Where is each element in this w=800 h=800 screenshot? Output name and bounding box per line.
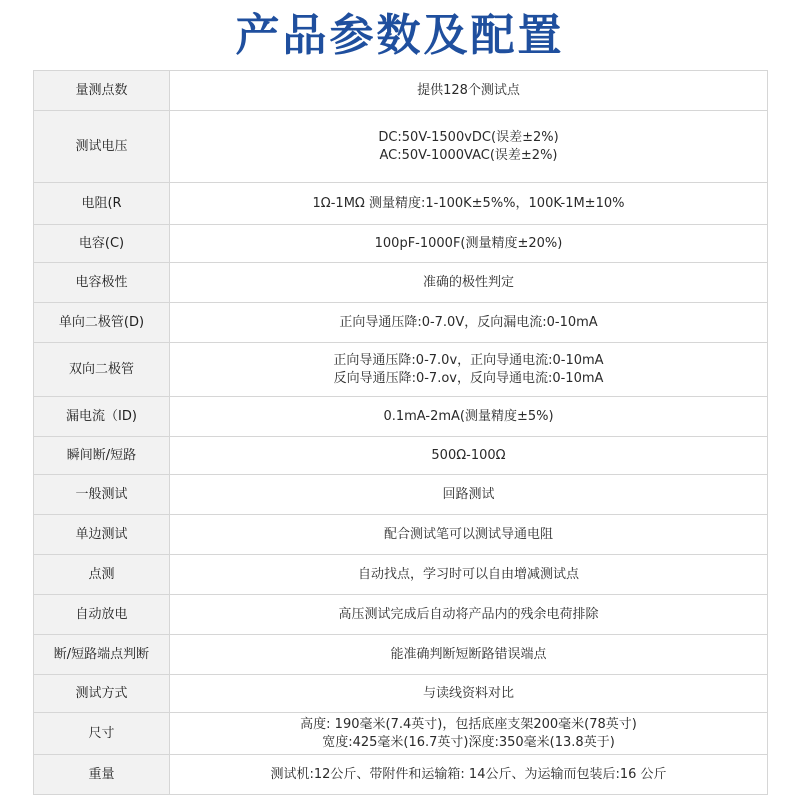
table-row: [34, 713, 768, 755]
row-value: [170, 755, 768, 795]
table-row: [34, 71, 768, 111]
row-value-line: 100pF-1000F(测量精度±20%): [374, 235, 563, 251]
row-value-line: 提供128个测试点: [417, 82, 520, 98]
page-title: 产品参数及配置: [235, 10, 565, 61]
row-value: [170, 437, 768, 475]
row-value-line: 正向导通压降:0-7.0v，正向导通电流:0-10mA: [333, 352, 604, 368]
row-label: 瞬间断/短路: [34, 437, 170, 475]
row-value-line: 配合测试笔可以测试导通电阻: [383, 526, 553, 542]
table-row: [34, 263, 768, 303]
table-row: [34, 183, 768, 225]
row-label: 漏电流（ID): [34, 397, 170, 437]
row-label: 测试电压: [34, 111, 170, 183]
row-value: [170, 595, 768, 635]
table-row: [34, 635, 768, 675]
row-value: [170, 675, 768, 713]
row-value: [170, 303, 768, 343]
table-row: [34, 515, 768, 555]
row-value-line: 正向导通压降:0-7.0V，反向漏电流:0-10mA: [339, 314, 598, 330]
row-label: 双向二极管: [34, 343, 170, 397]
row-value-line: AC:50V-1000VAC(误差±2%): [379, 147, 558, 163]
row-value: [170, 713, 768, 755]
table-row: [34, 437, 768, 475]
table-row: [34, 397, 768, 437]
row-value: [170, 515, 768, 555]
row-value-line: 测试机:12公斤、带附件和运输箱: 14公斤、为运输而包装后:16 公斤: [270, 766, 667, 782]
row-value-line: 自动找点，学习时可以自由增减测试点: [357, 566, 579, 582]
row-value: [170, 263, 768, 303]
row-label: 电容极性: [34, 263, 170, 303]
row-label: 量测点数: [34, 71, 170, 111]
row-label: 电阻(R: [34, 183, 170, 225]
row-label: 测试方式: [34, 675, 170, 713]
row-value-line: 高度: 190毫米(7.4英寸)，包括底座支架200毫米(78英寸): [300, 716, 637, 732]
row-value: [170, 475, 768, 515]
row-value: [170, 635, 768, 675]
row-value-line: 500Ω-100Ω: [431, 447, 506, 463]
row-label: 单边测试: [34, 515, 170, 555]
row-value-line: 准确的极性判定: [422, 274, 514, 290]
row-value: [170, 555, 768, 595]
row-label: 重量: [34, 755, 170, 795]
row-value-line: DC:50V-1500vDC(误差±2%): [378, 129, 559, 145]
row-label: 点测: [34, 555, 170, 595]
table-row: [34, 111, 768, 183]
row-label: 一般测试: [34, 475, 170, 515]
table-row: [34, 755, 768, 795]
row-value: [170, 225, 768, 263]
row-value: [170, 183, 768, 225]
row-value-line: 与读线资料对比: [422, 685, 514, 701]
row-value-line: 反向导通压降:0-7.ov，反向导通电流:0-10mA: [333, 370, 604, 386]
row-label: 自动放电: [34, 595, 170, 635]
row-label: 单向二极管(D): [34, 303, 170, 343]
table-row: [34, 555, 768, 595]
table-row: [34, 475, 768, 515]
row-value: [170, 111, 768, 183]
table-row: [34, 303, 768, 343]
row-label: 断/短路端点判断: [34, 635, 170, 675]
row-value: [170, 397, 768, 437]
table-row: [34, 595, 768, 635]
row-value-line: 能准确判断短断路错误端点: [390, 646, 547, 662]
table-row: [34, 675, 768, 713]
row-value: [170, 71, 768, 111]
spec-table-body: [34, 71, 768, 795]
table-row: [34, 343, 768, 397]
row-value-line: 0.1mA-2mA(测量精度±5%): [383, 408, 554, 424]
table-row: [34, 225, 768, 263]
row-label: 尺寸: [34, 713, 170, 755]
row-value-line: 高压测试完成后自动将产品内的残余电荷排除: [338, 606, 599, 622]
row-value-line: 宽度:425毫米(16.7英寸)深度:350毫米(13.8英于): [322, 734, 615, 750]
row-label: 电容(C): [34, 225, 170, 263]
row-value: [170, 343, 768, 397]
row-value-line: 1Ω-1MΩ 测量精度:1-100K±5%%，100K-1M±10%: [312, 195, 625, 211]
spec-table: [33, 70, 768, 795]
row-value-line: 回路测试: [442, 486, 495, 502]
